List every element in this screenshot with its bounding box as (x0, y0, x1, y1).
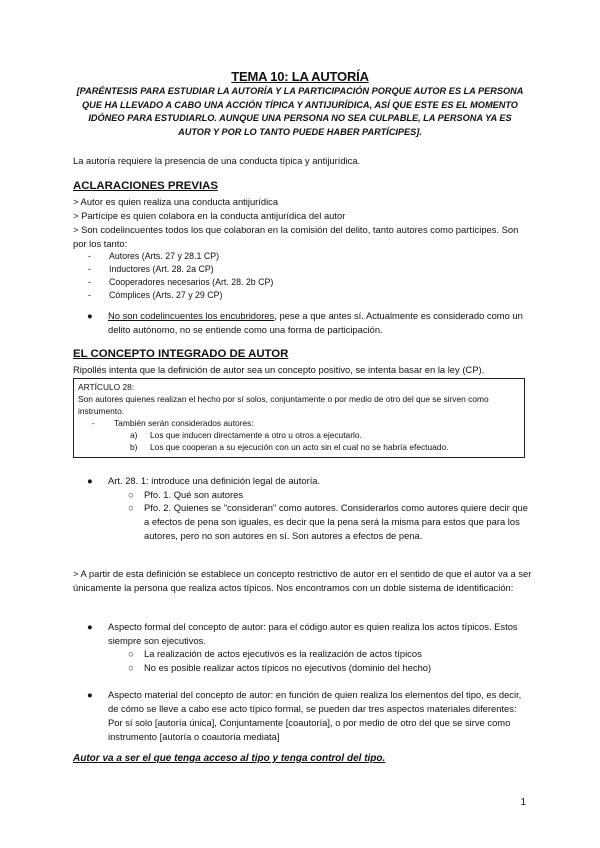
heading-concepto: EL CONCEPTO INTEGRADO DE AUTOR (73, 348, 289, 360)
heading-aclaraciones: ACLARACIONES PREVIAS (73, 180, 218, 192)
encubridores-bullet (87, 309, 527, 337)
formal-sub-item: ○ No es posible realizar actos típicos no ejecutivos (dominio del hecho) (128, 662, 432, 673)
encubridores-rest: , pese a que antes sí. Actualmente es considerado como un delito autónomo, no se entiende como una forma de participación. (108, 310, 523, 335)
box-sub-item: a) Los que inducen directamente a otro u otros a ejecutarlo. (130, 430, 362, 440)
intro-note: [PARÉNTESIS PARA ESTUDIAR LA AUTORÍA Y LA PARTICIPACIÓN PORQUE AUTOR ES LA PERSONA QUE HA LLEVADO A CABO UNA ACCIÓN TÍPICA Y ANTIJURÍDICA, ASÍ QUE ESTE ES EL MOMENTO IDÓNEO PARA ESTUDIARLO. AUNQUE UNA PERSONA NO SEA CULPABLE, LA PERSONA YA ES AUTOR Y POR LO TANTO PUEDE HABER PARTÍCIPES]. (76, 86, 524, 137)
articulo-28-box (73, 378, 525, 458)
codelincuentes-list (88, 250, 273, 302)
encubridores-underlined: No son codelincuentes los encubridores (108, 310, 275, 321)
material-bullet: ● Aspecto material del concepto de autor: en función de quien realiza los elementos del tipo, es decir, de cómo se lleve a cabo ese acto típico formal, se pueden dar tres aspectos materiales diferentes: Por sí solo [autoría única], Conjuntamente [coautoría], o por medio de otro del que se sirve como instrumento [autoría o coautoría mediata] (87, 689, 522, 742)
circle-bullet-icon: ○ (128, 648, 134, 659)
lead-paragraph: La autoría requiere la presencia de una conducta típica y antijurídica. (73, 155, 361, 166)
formal-sub-item: ○ La realización de actos ejecutivos es la realización de actos típicos (128, 648, 422, 659)
conclusion-line: Autor va a ser el que tenga acceso al tipo y tenga control del tipo. (73, 753, 386, 764)
circle-bullet-icon: ○ (128, 502, 134, 513)
circle-bullet-icon: ○ (128, 662, 134, 673)
aclaracion-codelincuentes: > Son codelincuentes todos los que colaboran en la comisión del delito, tanto autores como partícipes. Son por los tanto: (73, 224, 519, 249)
concepto-intro: Ripollés intenta que la definición de autor sea un concepto positivo, se intenta basar en la ley (CP). (73, 364, 485, 375)
restrictivo-paragraph: > A partir de esta definición se establece un concepto restrictivo de autor en el sentido de que el autor va a ser únicamente la persona que realiza actos típicos. Nos encontramos con un doble sistema de identificación: (73, 568, 532, 593)
list-item: - Cooperadores necesarios (Art. 28. 2b CP) (88, 276, 273, 289)
formal-bullet: ● Aspecto formal del concepto de autor: para el código autor es quien realiza los actos típicos. Estos siempre son ejecutivos. (87, 621, 518, 646)
art28-sub-item: ○ Pfo. 2. Quienes se "consideran" como autores. Considerarlos como autores quiere decir que a efectos de pena son iguales, es decir que la pena será la misma para estos que para los autores, pero no son autores en sí. Son autores a efectos de pena. (128, 502, 528, 541)
bullet-icon: ● (87, 689, 93, 700)
art28-sub-item: ○ Pfo. 1. Qué son autores (128, 489, 244, 500)
art28-bullet: ● Art. 28. 1: introduce una definición legal de autoría. (87, 475, 321, 486)
bullet-icon: ● (87, 621, 93, 632)
aclaracion-participe: > Partícipe es quien colabora en la conducta antijurídica del autor (73, 210, 346, 221)
page-title: TEMA 10: LA AUTORÍA (231, 69, 369, 84)
circle-bullet-icon: ○ (128, 489, 134, 500)
list-item: - Cómplices (Arts. 27 y 29 CP) (88, 289, 273, 302)
box-sub-item: b) Los que cooperan a su ejecución con un acto sin el cual no se habría efectuado. (130, 442, 449, 452)
bullet-icon: ● (87, 310, 93, 321)
box-paragraph: Son autores quienes realizan el hecho por sí solos, conjuntamente o por medio de otro del que se sirven como instrumento. (78, 394, 489, 416)
box-dash-item: - También serán considerados autores: (92, 418, 254, 428)
aclaracion-autor: > Autor es quien realiza una conducta antijurídica (73, 196, 279, 207)
box-title: ARTÍCULO 28: (78, 382, 135, 392)
list-item: - Inductores (Art. 28. 2a CP) (88, 263, 273, 276)
page-number: 1 (520, 797, 526, 808)
list-item: - Autores (Arts. 27 y 28.1 CP) (88, 250, 273, 263)
bullet-icon: ● (87, 475, 93, 486)
